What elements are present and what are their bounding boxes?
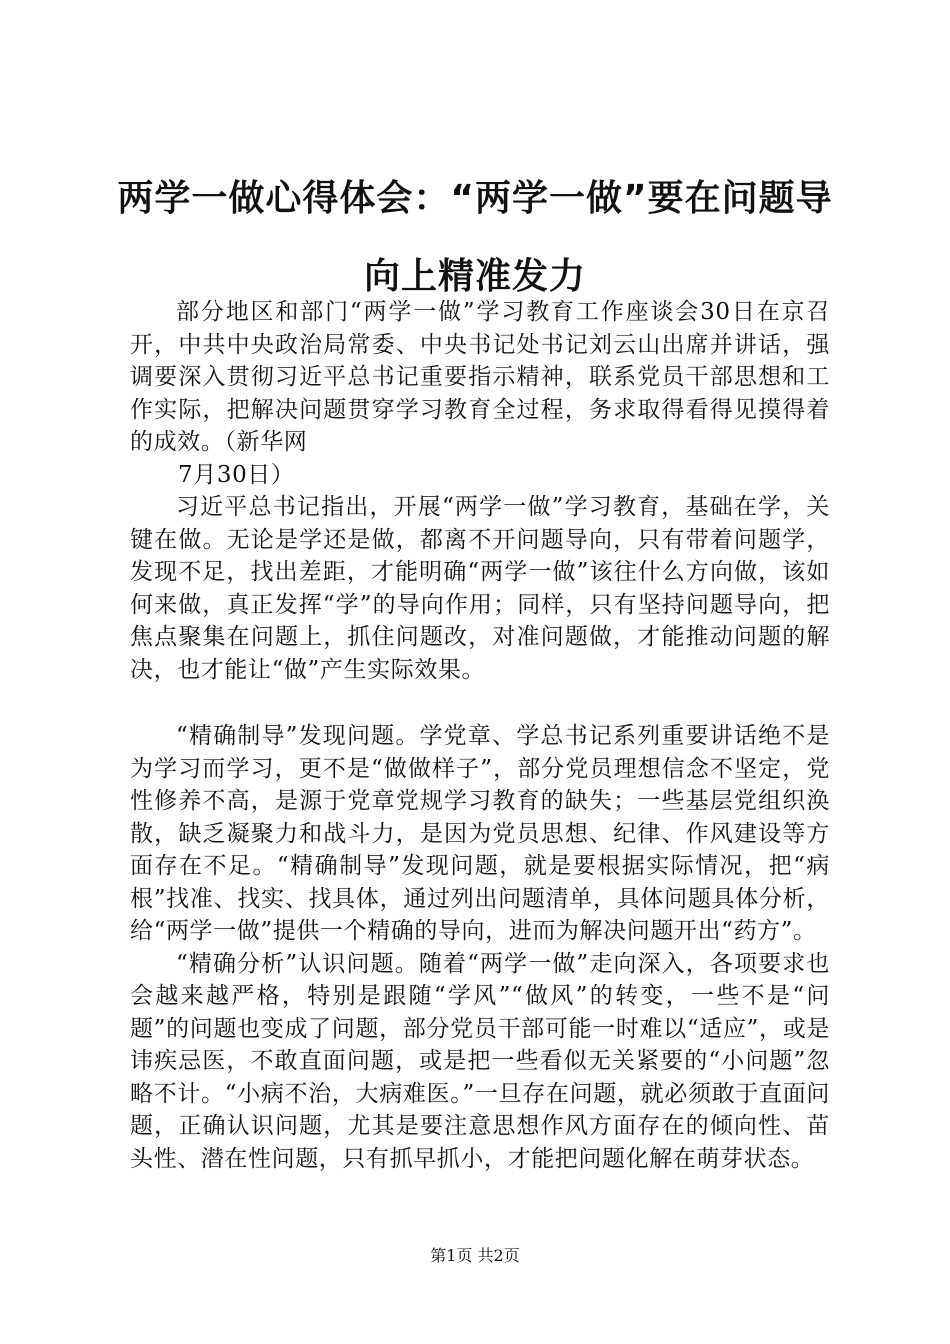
paragraph-precise-analysis: “精确分析”认识问题。随着“两学一做”走向深入，各项要求也会越来越严格，特别是跟随“学风”“做风”的转变，一些不是“问题”的问题也变成了问题，部分党员干部可能一时难以“适应”，或是讳疾忌医，不敢直面问题，或是把一些看似无关紧要的“小问题”忽略不计。“小病不治，大病难医。”一旦存在问题，就必须敢于直面问题，正确认识问题，尤其是要注意思想作风方面存在的倾向性、苗头性、潜在性问题，只有抓早抓小，才能把问题化解在萌芽状态。 xyxy=(130,950,830,1172)
paragraph-problem-orientation: 习近平总书记指出，开展“两学一做”学习教育，基础在学，关键在做。无论是学还是做，都离不开问题导向，只有带着问题学，发现不足，找出差距，才能明确“两学一做”该往什么方向做，该如何来做，真正发挥“学”的导向作用；同样，只有坚持问题导向，把焦点聚集在问题上，抓住问题改，对准问题做，才能推动问题的解决，也才能让“做”产生实际效果。 xyxy=(130,494,830,683)
paragraph-gap xyxy=(130,686,830,720)
page-number-footer: 第1页 共2页 xyxy=(430,1246,520,1265)
document-body xyxy=(130,296,830,1175)
paragraph-intro: 部分地区和部门“两学一做”学习教育工作座谈会30日在京召开，中共中央政治局常委、中央书记处书记刘云山出席并讲话，强调要深入贯彻习近平总书记重要指示精神，联系党员干部思想和工作实际，把解决问题贯穿学习教育全过程，务求取得看得见摸得着的成效。（新华网 xyxy=(130,299,830,455)
paragraph-source-date: 7月30日） xyxy=(178,461,295,488)
paragraph-precise-guidance: “精确制导”发现问题。学党章、学总书记系列重要讲话绝不是为学习而学习，更不是“做做样子”，部分党员理想信念不坚定，党性修养不高，是源于党章党规学习教育的缺失；一些基层党组织涣散，缺乏凝聚力和战斗力，是因为党员思想、纪律、作风建设等方面存在不足。“精确制导”发现问题，就是要根据实际情况，把“病根”找准、找实、找具体，通过列出问题清单，具体问题具体分析，给“两学一做”提供一个精确的导向，进而为解决问题开出“药方”。 xyxy=(130,723,830,944)
document-title: 两学一做心得体会：“两学一做”要在问题导向上精准发力 xyxy=(117,178,833,297)
